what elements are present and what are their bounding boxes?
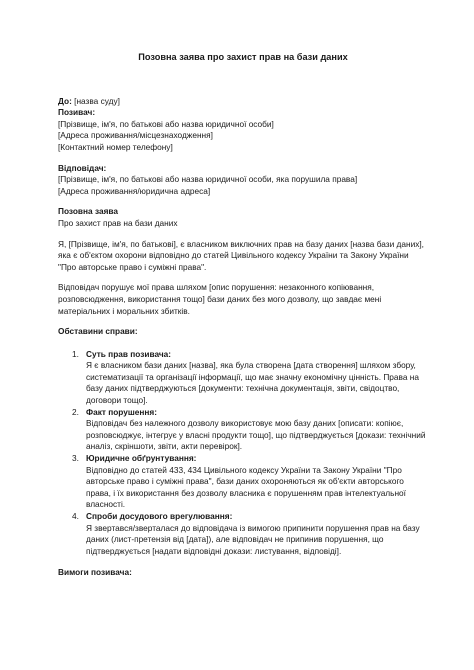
plaintiff-phone: [Контактний номер телефону] <box>58 141 173 152</box>
item-text: Відповідно до статей 433, 434 Цивільного кодексу України та Закону України "Про авторське право і суміжні права", бази даних охороняються як об'єкти авторського права, і їх використання без дозволу власника є порушенням прав інтелектуальної власності. <box>86 464 406 510</box>
list-item <box>72 349 428 407</box>
item-number: 4. <box>72 511 79 521</box>
defendant-block <box>58 163 428 198</box>
claim-heading: Позовна заява <box>58 206 119 217</box>
circumstances-heading: Обставини справи: <box>58 326 138 337</box>
defendant-name: [Прізвище, ім'я, по батькові або назва юридичної особи, яка порушила права] <box>58 174 358 185</box>
item-text: Відповідач без належного дозволу використовує мою базу даних [описати: копіює, розповсюджує, інтегрує у власні продукти тощо], що підтверджується [докази: технічний аналіз, скріншоти, звіти, акти перевірок]. <box>86 418 426 452</box>
list-item <box>72 453 428 511</box>
item-number: 1. <box>72 348 79 359</box>
court-block <box>58 96 428 108</box>
defendant-label: Відповідач: <box>58 162 107 173</box>
claim-subheading: Про захист прав на бази даних <box>58 217 178 228</box>
item-text: Я є власником бази даних [назва], яка була створена [дата створення] шляхом збору, систематизації та організації інформації, що має значну економічну цінність. Права на базу даних підтверджуються [документи: технічна документація, звіти, свідоцтво, договори тощо]. <box>86 360 419 406</box>
demands-heading: Вимоги позивача: <box>58 567 132 578</box>
plaintiff-name: [Прізвище, ім'я, по батькові або назва юридичної особи] <box>58 118 274 129</box>
list-item <box>72 511 428 557</box>
violation-paragraph: Відповідач порушує мої права шляхом [опис порушення: незаконного копіювання, розповсюдження, використання тощо] бази даних без мого дозволу, що завдає мені матеріальних і моральних збитків. <box>58 282 382 316</box>
court-label: До: <box>58 95 72 106</box>
list-item <box>72 407 428 453</box>
defendant-address: [Адреса проживання/юридична адреса] <box>58 185 211 196</box>
item-number: 2. <box>72 406 79 417</box>
item-title: Спроби досудового врегулювання: <box>86 511 233 521</box>
court-value: [назва суду] <box>71 95 120 106</box>
item-text: Я звертався/зверталася до відповідача із вимогою припинити порушення прав на базу даних (лист-претензія від [дата]), але відповідач не припинив порушення, що підтверджується [надати відповідні докази: листування, відповіді]. <box>86 522 420 556</box>
item-title: Юридичне обґрунтування: <box>86 453 197 464</box>
plaintiff-label: Позивач: <box>58 107 96 118</box>
document-title: Позовна заява про захист прав на бази даних <box>138 52 348 62</box>
item-number: 3. <box>72 453 79 464</box>
plaintiff-address: [Адреса проживання/місцезнаходження] <box>58 130 213 141</box>
claim-heading-block <box>58 206 428 229</box>
intro-paragraph: Я, [Прізвище, ім'я, по батькові], є власником виключних прав на базу даних [назва бази даних], яка є об'єктом охорони відповідно до статей Цивільного кодексу України та Закону України "Про авторське право і суміжні права". <box>58 238 424 272</box>
item-title: Факт порушення: <box>86 406 158 417</box>
item-title: Суть прав позивача: <box>86 348 172 359</box>
circumstances-list <box>58 349 428 558</box>
plaintiff-block <box>58 107 428 153</box>
